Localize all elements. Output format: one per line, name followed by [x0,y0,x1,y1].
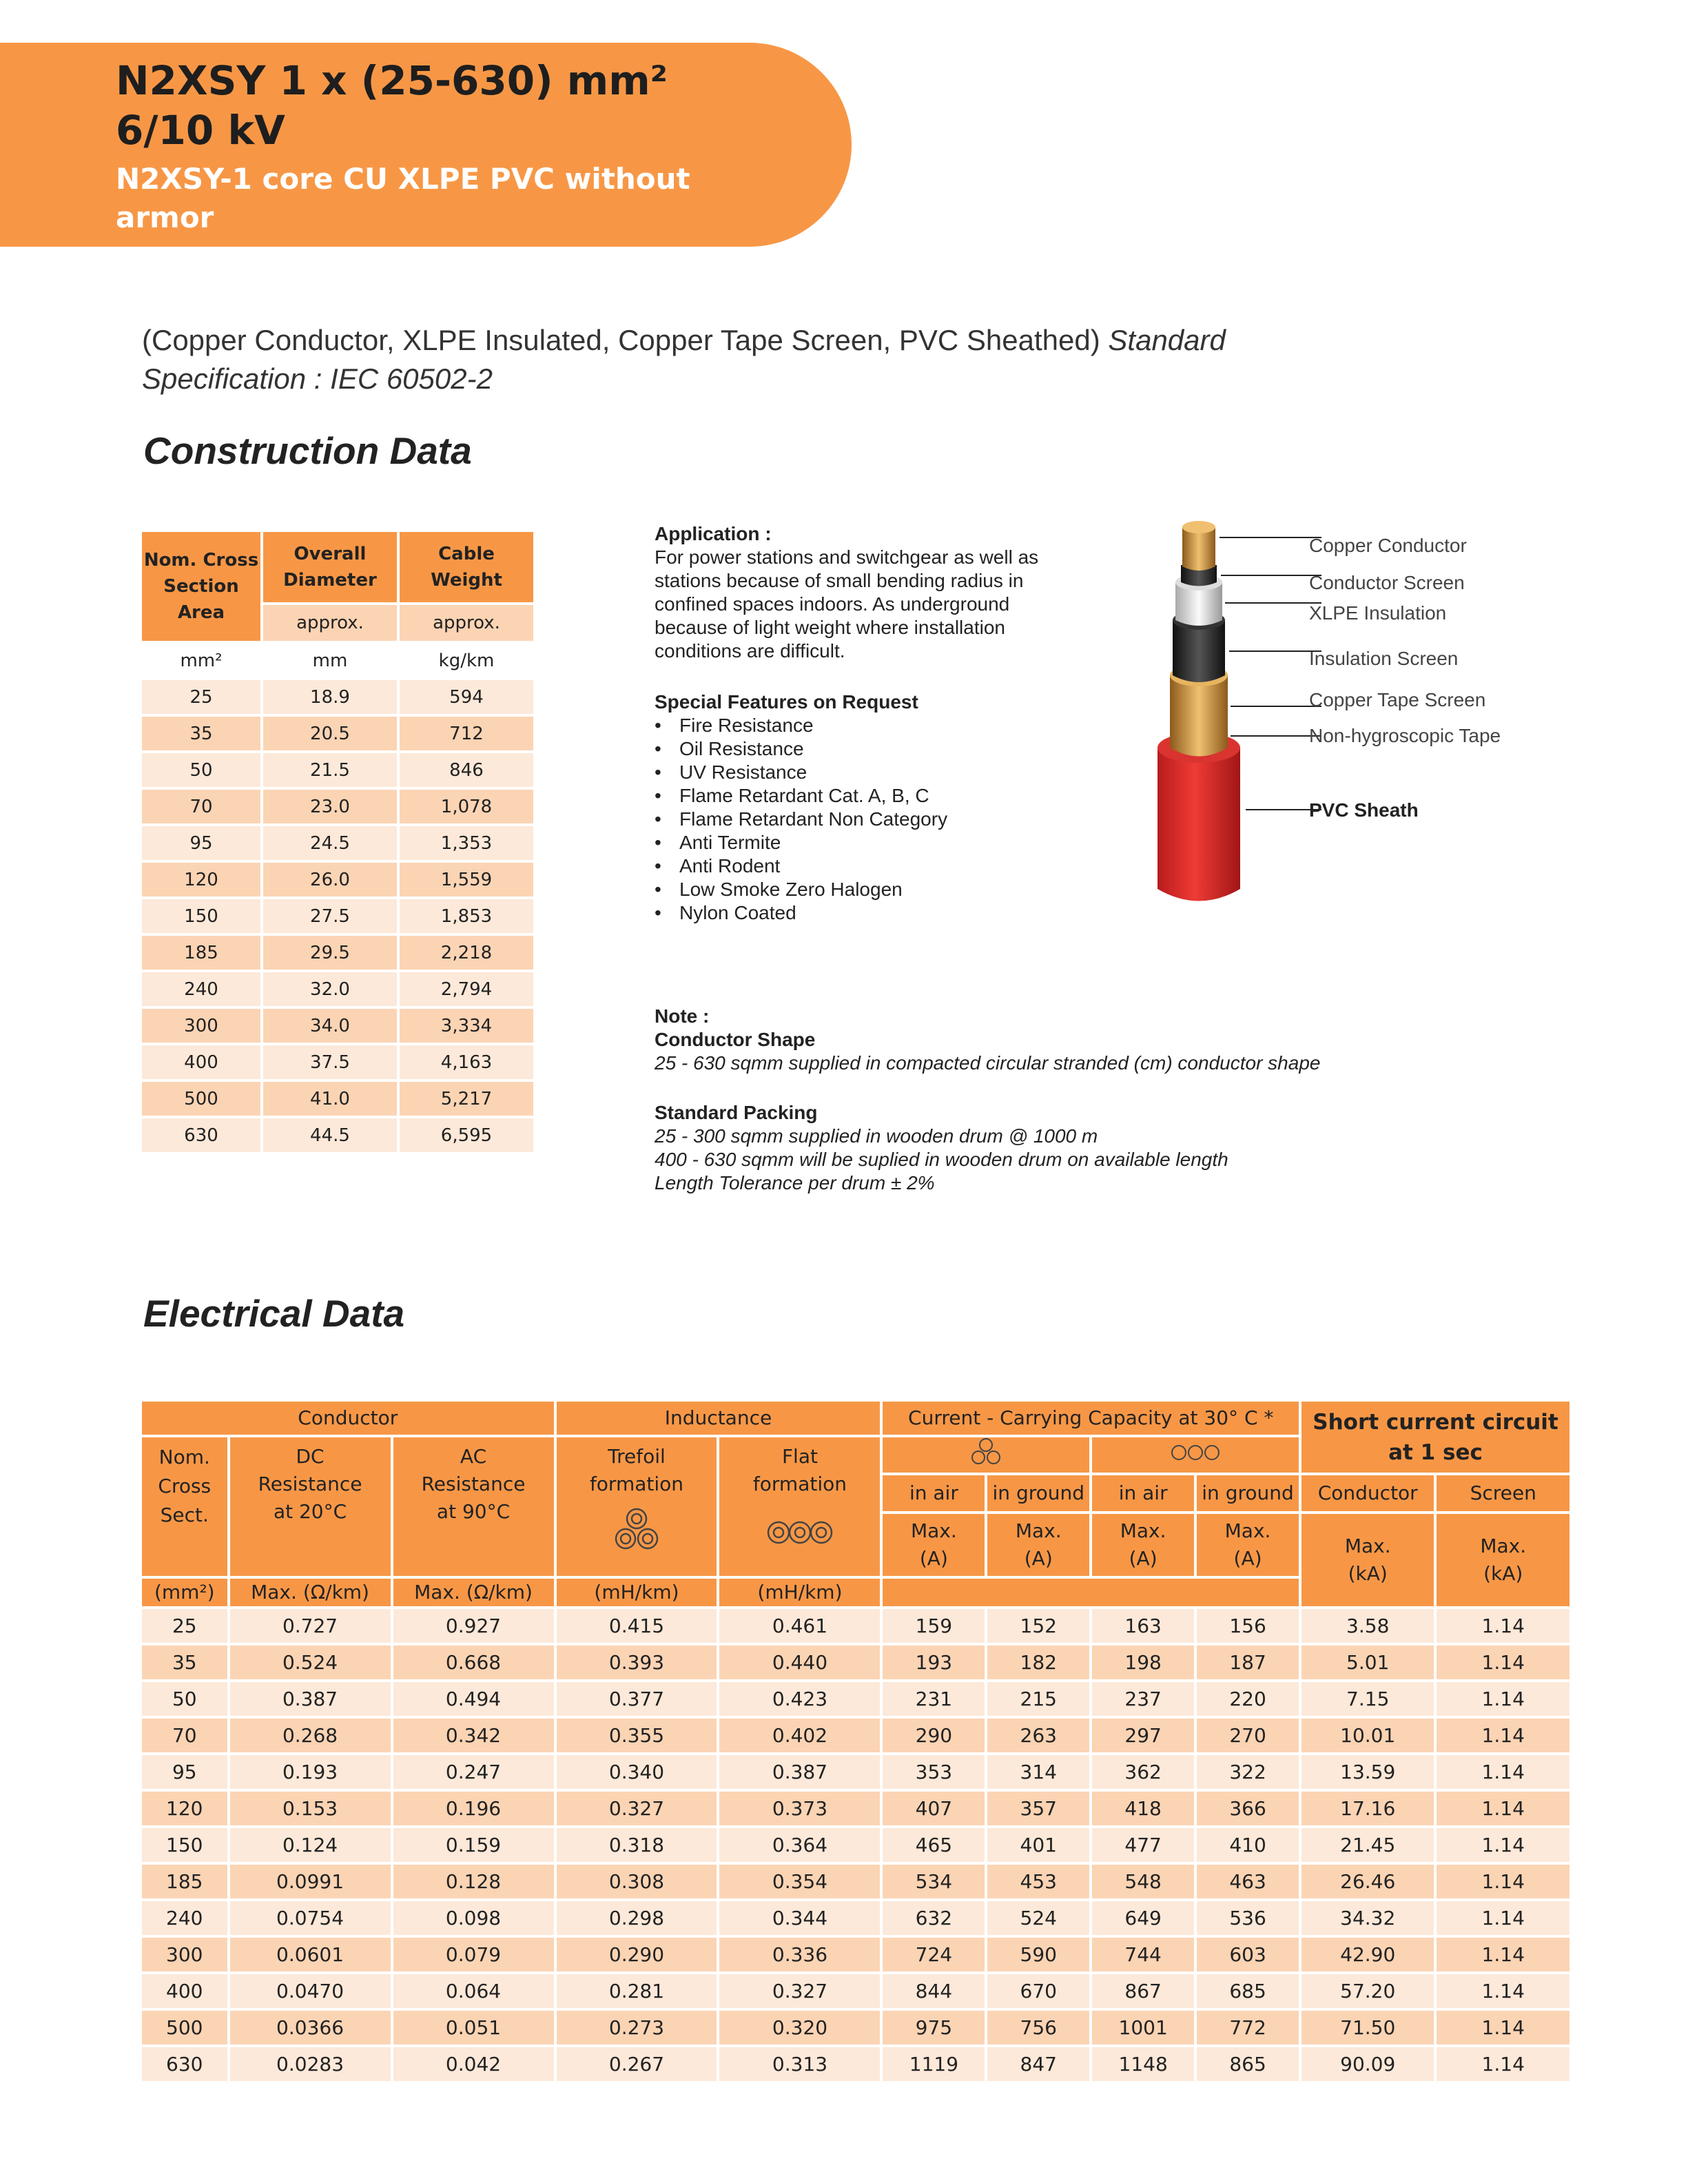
h-trefoil-current [883,1437,1089,1473]
cell-ac: 0.042 [393,2047,554,2081]
cell-sc-screen: 1.14 [1437,1755,1570,1789]
cell-flat: 0.320 [719,2011,880,2044]
cell-sect: 400 [142,1974,227,2008]
cell-sc-conductor: 5.01 [1301,1646,1434,1679]
construction-row [142,899,533,933]
cell-area: 500 [142,1082,260,1116]
cell-flat: 0.402 [719,1719,880,1752]
cell-sect: 70 [142,1719,227,1752]
cell-sc-conductor: 90.09 [1301,2047,1434,2081]
electrical-row [142,1974,1570,2008]
cell-tre-ground: 847 [987,2047,1089,2081]
cell-diameter: 20.5 [263,717,397,750]
cell-sc-screen: 1.14 [1437,1719,1570,1752]
cell-sc-screen: 1.14 [1437,1609,1570,1643]
copper-conductor-core [1182,521,1215,571]
cell-area: 185 [142,936,260,970]
electrical-row [142,1646,1570,1679]
cell-area: 120 [142,863,260,896]
cell-weight: 4,163 [400,1045,533,1079]
h-sc-conductor: Conductor [1301,1475,1434,1511]
cell-ac: 0.064 [393,1974,554,2008]
cell-sect: 50 [142,1682,227,1716]
cell-sect: 150 [142,1828,227,1862]
label-copper-tape-screen: Copper Tape Screen [1309,689,1486,710]
cell-weight: 846 [400,753,533,787]
cell-flat-ground: 865 [1197,2047,1299,2081]
h-max-ka-2: Max. (kA) [1437,1514,1570,1606]
application-text: For power stations and switchgear as well as stations because of small bending radius in confined spaces indoors. As underground because of light weight where installation conditions are difficult. [655,546,1039,662]
cell-sc-screen: 1.14 [1437,1938,1570,1971]
construction-row [142,936,533,970]
h-dc-resistance [230,1437,391,1576]
cell-area: 150 [142,899,260,933]
cell-dc: 0.153 [230,1792,391,1825]
cell-flat-air: 548 [1092,1865,1194,1898]
cell-dc: 0.0470 [230,1974,391,2008]
cell-tre-ground: 182 [987,1646,1089,1679]
h-max-a-2: Max. (A) [987,1514,1089,1576]
special-feature-item: • Anti Rodent [655,854,1426,878]
cell-diameter: 34.0 [263,1009,397,1043]
group-inductance: Inductance [557,1402,881,1435]
cell-weight: 6,595 [400,1118,533,1152]
col-weight-header: Cable Weight [400,532,533,602]
h-ac-label: AC Resistance at 90°C [421,1445,526,1523]
cell-tre-air: 1119 [883,2047,985,2081]
cell-diameter: 29.5 [263,936,397,970]
conductor-shape-text: 25 - 630 sqmm supplied in compacted circular stranded (cm) conductor shape [655,1052,1321,1074]
cell-flat: 0.336 [719,1938,880,1971]
cell-flat-air: 297 [1092,1719,1194,1752]
h-flat-unit: (mH/km) [719,1579,880,1606]
flat-small-icon [1171,1444,1220,1462]
label-insulation-screen: Insulation Screen [1309,648,1459,669]
cell-sc-conductor: 17.16 [1301,1792,1434,1825]
electrical-row [142,1828,1570,1862]
cell-flat-air: 163 [1092,1609,1194,1643]
cell-ac: 0.051 [393,2011,554,2044]
cell-trefoil: 0.267 [557,2047,717,2081]
packing-title: Standard Packing [655,1102,818,1123]
h-max-a-3: Max. (A) [1092,1514,1194,1576]
cell-tre-ground: 263 [987,1719,1089,1752]
cell-sect: 35 [142,1646,227,1679]
cell-sc-screen: 1.14 [1437,1646,1570,1679]
trefoil-small-icon [970,1437,1002,1465]
cell-weight: 594 [400,680,533,714]
h-max-ka-1: Max. (kA) [1301,1514,1434,1606]
cell-dc: 0.0754 [230,1901,391,1935]
electrical-row [142,1865,1570,1898]
cell-trefoil: 0.273 [557,2011,717,2044]
h-current-spacer [883,1579,1299,1606]
h-ac-unit: Max. (Ω/km) [393,1579,554,1606]
cell-flat-air: 418 [1092,1792,1194,1825]
special-feature-item: • Fire Resistance [655,714,1426,737]
cell-tre-air: 724 [883,1938,985,1971]
cell-tre-ground: 215 [987,1682,1089,1716]
cell-trefoil: 0.340 [557,1755,717,1789]
cell-flat-air: 237 [1092,1682,1194,1716]
conductor-shape-title: Conductor Shape [655,1029,816,1050]
cell-flat-air: 867 [1092,1974,1194,2008]
cell-sc-screen: 1.14 [1437,2047,1570,2081]
cell-trefoil: 0.393 [557,1646,717,1679]
flat-formation-icon [767,1519,833,1546]
cell-area: 400 [142,1045,260,1079]
construction-heading: Construction Data [143,429,472,472]
col-area-header: Nom. Cross Section Area [142,532,260,641]
cell-sc-conductor: 57.20 [1301,1974,1434,2008]
h-dc-unit: Max. (Ω/km) [230,1579,391,1606]
cell-tre-air: 534 [883,1865,985,1898]
cell-flat: 0.440 [719,1646,880,1679]
cell-diameter: 26.0 [263,863,397,896]
cell-dc: 0.524 [230,1646,391,1679]
pvc-sheath-layer [1157,732,1240,901]
cell-area: 630 [142,1118,260,1152]
cell-ac: 0.128 [393,1865,554,1898]
cell-diameter: 44.5 [263,1118,397,1152]
h-flat-current [1092,1437,1299,1473]
trefoil-icon [613,1508,661,1550]
special-feature-item: • UV Resistance [655,761,1426,784]
group-short-circuit: Short current circuit at 1 sec [1301,1402,1570,1473]
cell-flat-ground: 536 [1197,1901,1299,1935]
cell-flat-ground: 270 [1197,1719,1299,1752]
h-flat-inair: in air [1092,1475,1194,1511]
cell-weight: 2,794 [400,972,533,1006]
cell-flat-air: 1148 [1092,2047,1194,2081]
h-trefoil-inground: in ground [987,1475,1089,1511]
construction-row [142,972,533,1006]
cell-tre-ground: 357 [987,1792,1089,1825]
cell-flat-ground: 685 [1197,1974,1299,2008]
cell-weight: 3,334 [400,1009,533,1043]
special-feature-item: • Flame Retardant Non Category [655,808,1426,831]
cell-tre-air: 353 [883,1755,985,1789]
construction-row [142,826,533,860]
cell-tre-air: 975 [883,2011,985,2044]
cell-dc: 0.124 [230,1828,391,1862]
cell-tre-ground: 756 [987,2011,1089,2044]
cell-sc-screen: 1.14 [1437,2011,1570,2044]
cell-sc-conductor: 71.50 [1301,2011,1434,2044]
cell-trefoil: 0.327 [557,1792,717,1825]
cell-sect: 630 [142,2047,227,2081]
cell-sc-conductor: 34.32 [1301,1901,1434,1935]
h-sc-screen: Screen [1437,1475,1570,1511]
cell-flat-ground: 463 [1197,1865,1299,1898]
cell-dc: 0.193 [230,1755,391,1789]
electrical-row [142,1938,1570,1971]
cell-diameter: 21.5 [263,753,397,787]
h-flat-inground: in ground [1197,1475,1299,1511]
cell-sc-screen: 1.14 [1437,1974,1570,2008]
h-trefoil-label: Trefoil formation [589,1445,684,1495]
cell-diameter: 27.5 [263,899,397,933]
construction-row [142,680,533,714]
cell-sc-screen: 1.14 [1437,1792,1570,1825]
construction-row [142,863,533,896]
cell-flat: 0.373 [719,1792,880,1825]
cell-sc-conductor: 21.45 [1301,1828,1434,1862]
cell-flat-air: 744 [1092,1938,1194,1971]
title-banner [0,43,852,247]
cell-area: 50 [142,753,260,787]
cell-ac: 0.927 [393,1609,554,1643]
cell-flat: 0.387 [719,1755,880,1789]
unit-weight: kg/km [400,644,533,677]
cell-flat-air: 362 [1092,1755,1194,1789]
unit-area: mm² [142,644,260,677]
cell-ac: 0.494 [393,1682,554,1716]
special-feature-item: • Nylon Coated [655,901,1426,925]
label-copper-conductor: Copper Conductor [1309,535,1467,556]
construction-row [142,790,533,823]
electrical-row [142,1682,1570,1716]
electrical-row [142,1609,1570,1643]
cell-area: 35 [142,717,260,750]
cell-diameter: 23.0 [263,790,397,823]
diameter-approx: approx. [263,605,397,641]
intro-text [142,321,1396,398]
label-conductor-screen: Conductor Screen [1309,572,1465,593]
cell-weight: 1,078 [400,790,533,823]
note-block [655,1005,1426,1075]
label-pvc-sheath: PVC Sheath [1309,799,1419,821]
cell-dc: 0.0366 [230,2011,391,2044]
electrical-row [142,2047,1570,2081]
special-feature-item: • Anti Termite [655,831,1426,854]
cell-trefoil: 0.415 [557,1609,717,1643]
special-feature-item: • Flame Retardant Cat. A, B, C [655,784,1426,808]
cell-dc: 0.727 [230,1609,391,1643]
construction-row [142,717,533,750]
product-subtitle: N2XSY-1 core CU XLPE PVC without armor [116,162,690,234]
construction-row [142,753,533,787]
cell-sc-screen: 1.14 [1437,1682,1570,1716]
cell-flat-air: 477 [1092,1828,1194,1862]
cell-trefoil: 0.308 [557,1865,717,1898]
cell-sc-screen: 1.14 [1437,1901,1570,1935]
cell-flat: 0.461 [719,1609,880,1643]
cell-tre-air: 159 [883,1609,985,1643]
cell-ac: 0.196 [393,1792,554,1825]
cell-trefoil: 0.298 [557,1901,717,1935]
cell-area: 300 [142,1009,260,1043]
cell-flat-air: 649 [1092,1901,1194,1935]
cell-flat-ground: 366 [1197,1792,1299,1825]
cell-sc-conductor: 26.46 [1301,1865,1434,1898]
electrical-row [142,1755,1570,1789]
cell-sect: 185 [142,1865,227,1898]
col-diameter-header: Overall Diameter [263,532,397,602]
h-sect-unit: (mm²) [142,1579,227,1606]
h-trefoil-unit: (mH/km) [557,1579,717,1606]
cell-sc-conductor: 7.15 [1301,1682,1434,1716]
cell-tre-ground: 152 [987,1609,1089,1643]
cell-sc-conductor: 10.01 [1301,1719,1434,1752]
cell-weight: 1,853 [400,899,533,933]
cell-sect: 300 [142,1938,227,1971]
h-nom-cross-sect [142,1437,227,1576]
cell-sect: 120 [142,1792,227,1825]
special-features-title: Special Features on Request [655,691,918,713]
construction-row [142,1045,533,1079]
cell-diameter: 41.0 [263,1082,397,1116]
cell-flat: 0.423 [719,1682,880,1716]
h-sect-label: Nom. Cross Sect. [158,1446,212,1526]
cell-dc: 0.0991 [230,1865,391,1898]
construction-table [139,529,536,1155]
cell-dc: 0.0601 [230,1938,391,1971]
cell-ac: 0.159 [393,1828,554,1862]
h-max-a-1: Max. (A) [883,1514,985,1576]
cell-area: 25 [142,680,260,714]
cell-area: 70 [142,790,260,823]
special-feature-item: • Low Smoke Zero Halogen [655,878,1426,901]
cell-flat-ground: 322 [1197,1755,1299,1789]
cell-weight: 1,353 [400,826,533,860]
cell-tre-ground: 401 [987,1828,1089,1862]
cell-sect: 240 [142,1901,227,1935]
cell-ac: 0.098 [393,1901,554,1935]
weight-approx: approx. [400,605,533,641]
cell-ac: 0.668 [393,1646,554,1679]
note-title: Note : [655,1005,710,1027]
cell-sc-screen: 1.14 [1437,1828,1570,1862]
group-current-capacity: Current - Carrying Capacity at 30° C * [883,1402,1299,1435]
cell-tre-air: 844 [883,1974,985,2008]
cell-trefoil: 0.318 [557,1828,717,1862]
packing-line-3: Length Tolerance per drum ± 2% [655,1172,935,1193]
cell-ac: 0.247 [393,1755,554,1789]
cell-flat-ground: 603 [1197,1938,1299,1971]
cell-flat-ground: 410 [1197,1828,1299,1862]
cell-sc-conductor: 3.58 [1301,1609,1434,1643]
cell-dc: 0.0283 [230,2047,391,2081]
cell-sc-conductor: 13.59 [1301,1755,1434,1789]
h-flat-label: Flat formation [752,1445,847,1495]
cell-dc: 0.268 [230,1719,391,1752]
cell-tre-ground: 453 [987,1865,1089,1898]
cell-flat-ground: 220 [1197,1682,1299,1716]
h-ac-resistance [393,1437,554,1576]
group-conductor: Conductor [142,1402,554,1435]
cell-tre-ground: 314 [987,1755,1089,1789]
construction-row [142,1082,533,1116]
cell-flat-air: 198 [1092,1646,1194,1679]
cell-tre-air: 632 [883,1901,985,1935]
cell-flat: 0.354 [719,1865,880,1898]
cell-area: 240 [142,972,260,1006]
h-trefoil [557,1437,717,1576]
cell-dc: 0.387 [230,1682,391,1716]
cell-flat-ground: 187 [1197,1646,1299,1679]
special-feature-item: • Oil Resistance [655,737,1426,761]
construction-summary: (Copper Conductor, XLPE Insulated, Copper Tape Screen, PVC Sheathed) [142,324,1109,356]
cell-tre-ground: 670 [987,1974,1089,2008]
electrical-row [142,2011,1570,2044]
cell-trefoil: 0.281 [557,1974,717,2008]
cell-tre-air: 193 [883,1646,985,1679]
cell-flat-ground: 156 [1197,1609,1299,1643]
standard-spec: Standard Specification : IEC 60502-2 [142,324,1226,395]
electrical-heading: Electrical Data [143,1292,405,1335]
voltage-rating: 6/10 kV [116,107,285,154]
cell-sc-conductor: 42.90 [1301,1938,1434,1971]
cell-trefoil: 0.377 [557,1682,717,1716]
cell-trefoil: 0.290 [557,1938,717,1971]
construction-row [142,1009,533,1043]
cell-flat: 0.364 [719,1828,880,1862]
cell-weight: 712 [400,717,533,750]
cell-flat-air: 1001 [1092,2011,1194,2044]
packing-line-1: 25 - 300 sqmm supplied in wooden drum @ 1000 m [655,1125,1098,1147]
cell-sect: 25 [142,1609,227,1643]
cell-diameter: 24.5 [263,826,397,860]
h-dc-label: DC Resistance at 20°C [258,1445,362,1523]
cell-tre-air: 290 [883,1719,985,1752]
cell-area: 95 [142,826,260,860]
cell-sect: 95 [142,1755,227,1789]
electrical-row [142,1792,1570,1825]
cell-tre-air: 407 [883,1792,985,1825]
electrical-row [142,1719,1570,1752]
electrical-row [142,1901,1570,1935]
cell-tre-air: 465 [883,1828,985,1862]
cell-diameter: 37.5 [263,1045,397,1079]
product-title: N2XSY 1 x (25-630) mm² [116,57,668,104]
electrical-table [139,1399,1572,2084]
cell-tre-air: 231 [883,1682,985,1716]
cell-ac: 0.079 [393,1938,554,1971]
construction-row [142,1118,533,1152]
unit-diameter: mm [263,644,397,677]
cell-tre-ground: 524 [987,1901,1089,1935]
cell-flat-ground: 772 [1197,2011,1299,2044]
h-trefoil-inair: in air [883,1475,985,1511]
cell-flat: 0.344 [719,1901,880,1935]
h-max-a-4: Max. (A) [1197,1514,1299,1576]
cell-tre-ground: 590 [987,1938,1089,1971]
cell-diameter: 18.9 [263,680,397,714]
packing-block [655,1101,1426,1195]
application-title: Application : [655,523,772,544]
cell-ac: 0.342 [393,1719,554,1752]
cell-sect: 500 [142,2011,227,2044]
cell-flat: 0.327 [719,1974,880,2008]
label-xlpe-insulation: XLPE Insulation [1309,602,1447,624]
cell-sc-screen: 1.14 [1437,1865,1570,1898]
cell-weight: 5,217 [400,1082,533,1116]
cell-weight: 2,218 [400,936,533,970]
packing-line-2: 400 - 630 sqmm will be suplied in wooden drum on available length [655,1149,1228,1170]
h-flat [719,1437,880,1576]
cell-trefoil: 0.355 [557,1719,717,1752]
label-non-hygroscopic-tape: Non-hygroscopic Tape [1309,725,1501,746]
cell-weight: 1,559 [400,863,533,896]
cell-diameter: 32.0 [263,972,397,1006]
cell-flat: 0.313 [719,2047,880,2081]
